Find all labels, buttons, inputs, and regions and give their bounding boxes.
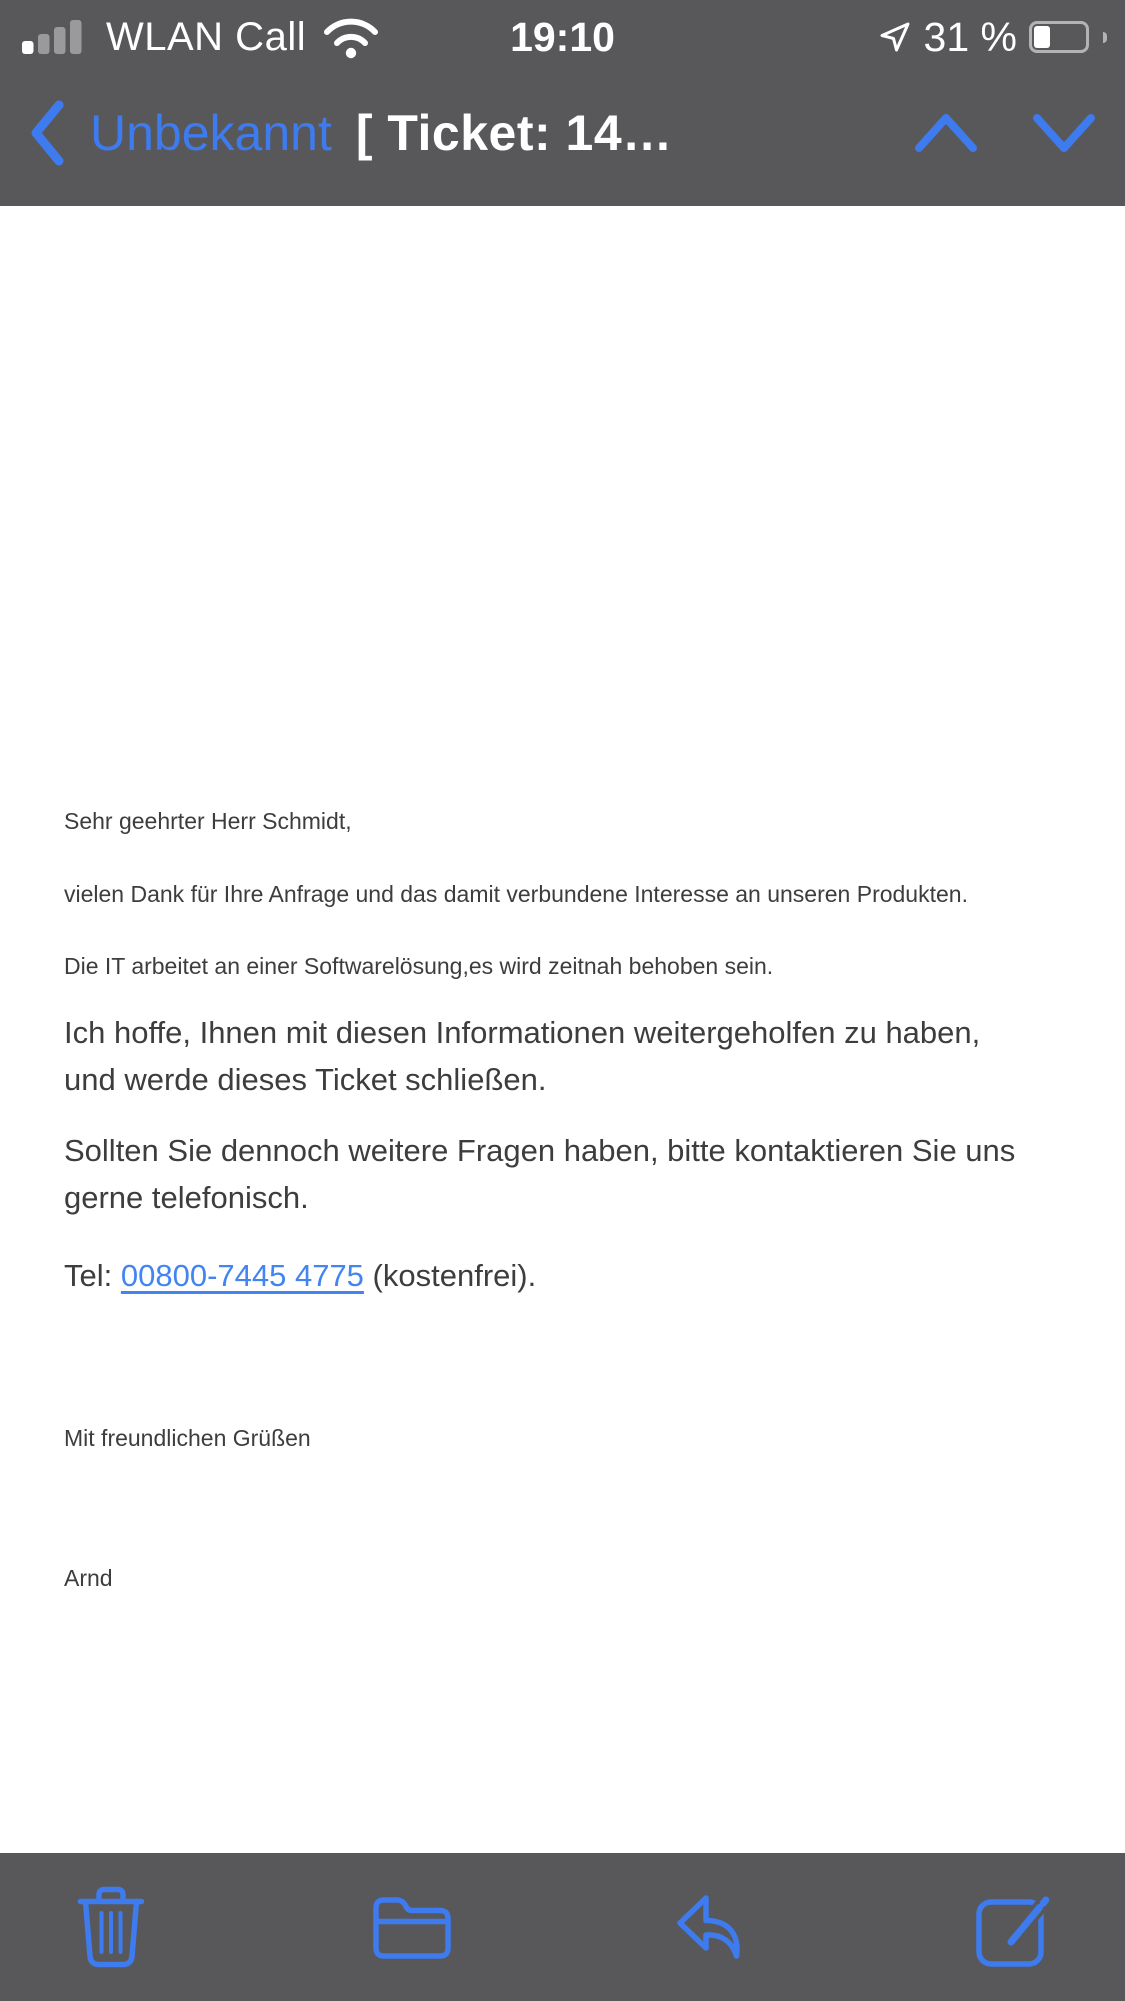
header	[0, 0, 1125, 206]
thread-navigation	[913, 110, 1097, 156]
contact-paragraph: Sollten Sie dennoch weitere Fragen haben, bitte kontaktieren Sie uns gerne telefonisch.	[64, 1133, 1016, 1215]
it-status-paragraph: Die IT arbeitet an einer Softwarelösung,es wird zeitnah behoben sein.	[64, 953, 774, 979]
chevron-up-icon	[913, 110, 979, 156]
battery-fill	[1034, 26, 1050, 48]
closing-ticket-paragraph: Ich hoffe, Ihnen mit diesen Informationen weitergeholfen zu haben, und werde dieses Ticket schließen.	[64, 1015, 981, 1097]
clock: 19:10	[510, 13, 615, 60]
reply-icon	[674, 1892, 752, 1962]
phone-line	[64, 1252, 1063, 1299]
back-chevron-icon	[28, 99, 66, 167]
chevron-down-icon	[1031, 110, 1097, 156]
compose-icon	[975, 1886, 1053, 1968]
battery-icon	[1029, 21, 1089, 53]
reply-button[interactable]	[673, 1879, 753, 1975]
signature: Arnd	[64, 1565, 113, 1591]
email-subject-title: [ Ticket: 14…	[355, 105, 673, 161]
location-services-icon	[878, 20, 912, 54]
tel-label: Tel:	[64, 1258, 121, 1293]
nav-bar	[0, 68, 1125, 206]
greeting-paragraph: Sehr geehrter Herr Schmidt,	[64, 808, 352, 834]
back-button[interactable]	[28, 99, 332, 167]
next-message-button[interactable]	[1031, 110, 1097, 156]
thanks-paragraph: vielen Dank für Ihre Anfrage und das damit verbundene Interesse an unseren Produkten.	[64, 881, 968, 907]
compose-button[interactable]	[974, 1879, 1054, 1975]
tel-note: (kostenfrei).	[363, 1258, 537, 1293]
previous-message-button[interactable]	[913, 110, 979, 156]
signal-strength-icon	[22, 20, 92, 54]
phone-number-link[interactable]: 00800-7445 4775	[120, 1258, 364, 1293]
carrier-label: WLAN Call	[106, 14, 307, 59]
status-bar	[0, 0, 1125, 68]
move-to-folder-button[interactable]	[372, 1879, 452, 1975]
back-button-label: Unbekannt	[90, 105, 332, 161]
wifi-icon	[322, 17, 380, 59]
email-content	[0, 206, 1125, 1853]
trash-icon	[77, 1885, 145, 1969]
closing-salutation: Mit freundlichen Grüßen	[64, 1425, 311, 1451]
bottom-toolbar	[0, 1853, 1125, 2001]
battery-tip	[1103, 32, 1107, 43]
folder-icon	[373, 1895, 451, 1959]
battery-percent-label: 31 %	[923, 13, 1017, 60]
delete-button[interactable]	[71, 1879, 151, 1975]
